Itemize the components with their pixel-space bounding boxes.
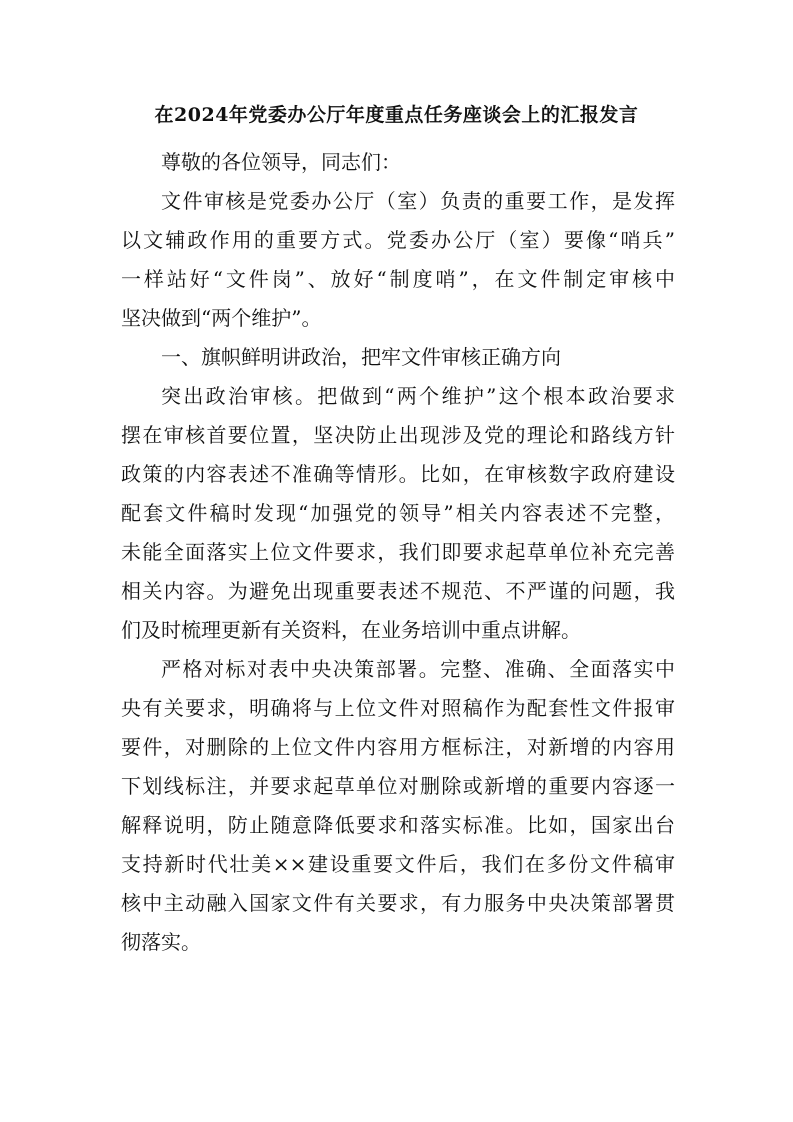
- document-title: 在2024年党委办公厅年度重点任务座谈会上的汇报发言: [154, 104, 639, 126]
- paragraph-line: 配套文件稿时发现“加强党的领导”相关内容表述不完整，: [121, 501, 675, 525]
- paragraph-line: 政策的内容表述不准确等情形。比如，在审核数字政府建设: [121, 462, 675, 486]
- paragraph-line: 解释说明，防止随意降低要求和落实标准。比如，国家出台: [121, 813, 675, 837]
- paragraph-line: 们及时梳理更新有关资料，在业务培训中重点讲解。: [121, 618, 581, 642]
- paragraph-line: 央有关要求，明确将与上位文件对照稿作为配套性文件报审: [121, 696, 675, 720]
- paragraph-line: 严格对标对表中央决策部署。完整、准确、全面落实中: [161, 657, 675, 681]
- document-body: [121, 143, 675, 962]
- paragraph-line: 突出政治审核。把做到“两个维护”这个根本政治要求: [161, 384, 675, 408]
- paragraph-line: 相关内容。为避免出现重要表述不规范、不严谨的问题，我: [121, 579, 675, 603]
- paragraph-line: 未能全面落实上位文件要求，我们即要求起草单位补充完善: [121, 540, 675, 564]
- paragraph-line: 文件审核是党委办公厅（室）负责的重要工作，是发挥: [161, 189, 675, 213]
- section-heading: 一、旗帜鲜明讲政治，把牢文件审核正确方向: [161, 345, 561, 369]
- paragraph-line: 一样站好“文件岗”、放好“制度哨”，在文件制定审核中: [121, 267, 675, 291]
- paragraph-line: 支持新时代壮美××建设重要文件后，我们在多份文件稿审: [121, 852, 675, 876]
- paragraph-line: 要件，对删除的上位文件内容用方框标注，对新增的内容用: [121, 735, 675, 759]
- paragraph-line: 摆在审核首要位置，坚决防止出现涉及党的理论和路线方针: [121, 423, 675, 447]
- paragraph-line: 核中主动融入国家文件有关要求，有力服务中央决策部署贯: [121, 891, 675, 915]
- salutation-line: 尊敬的各位领导，同志们：: [161, 150, 401, 174]
- paragraph-line: 下划线标注，并要求起草单位对删除或新增的重要内容逐一: [121, 774, 675, 798]
- paragraph-line: 彻落实。: [121, 930, 201, 954]
- paragraph-line: 坚决做到“两个维护”。: [121, 306, 322, 330]
- paragraph-line: 以文辅政作用的重要方式。党委办公厅（室）要像“哨兵”: [121, 228, 675, 252]
